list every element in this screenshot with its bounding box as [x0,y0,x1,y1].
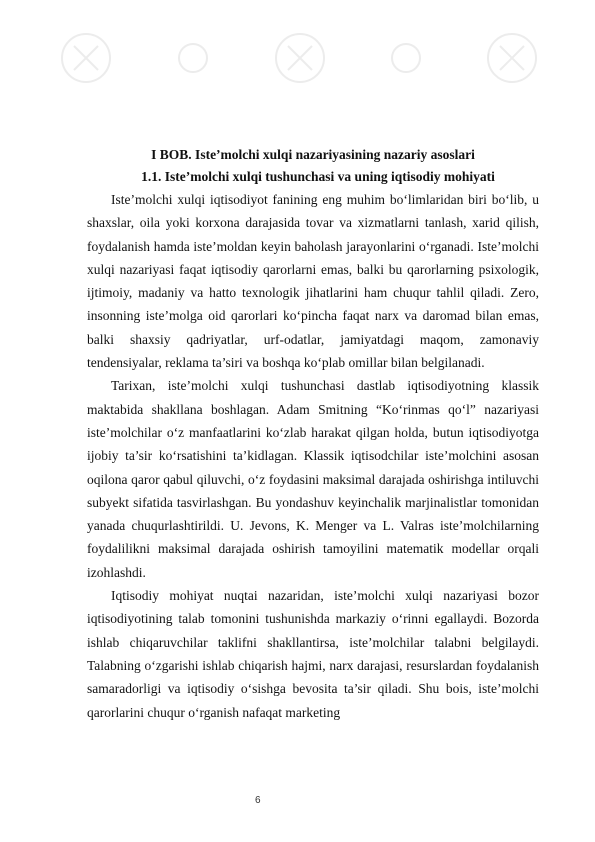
watermark-cross-icon [288,46,312,70]
section-title: 1.1. Iste’molchi xulqi tushunchasi va uning iqtisodiy mohiyati [141,169,495,184]
body-paragraph: Tarixan, iste’molchi xulqi tushunchasi dastlab iqtisodiyotning klassik maktabida shakllana boshlagan. Adam Smitning “Ko‘rinmas qo‘l” nazariyasi iste’molchilar o‘z manfaatlarini ko‘zlab harakat qilgan holda, butun iqtisodiyotga ijobiy ta’sir ko‘rsatishini ta’kidlagan. Klassik iqtisodchilar iste’molchini asosan oqilona qaror qabul qiluvchi, o‘z foydasini maksimal darajada oshirishga intiluvchi subyekt sifatida tasvirlashgan. Bu yondashuv keyinchalik marjinalistlar tomonidan yanada chuqurlashtirildi. U. Jevons, K. Menger va L. Valras iste’molchilarning foydalilikni maksimal darajada oshirish tamoyilini matematik modellar orqali izohlashdi. [87,378,539,580]
page-number: 6 [255,795,261,806]
chapter-title: I BOB. Iste’molchi xulqi nazariyasining nazariy asoslari [151,147,475,162]
watermark-circle-icon [62,34,110,82]
watermark-circle-icon [488,34,536,82]
body-paragraph: Iqtisodiy mohiyat nuqtai nazaridan, iste’molchi xulqi nazariyasi bozor iqtisodiyotining talab tomonini tushunishda markaziy o‘rinni egallaydi. Bozorda ishlab chiqaruvchilar taklifni shakllantirsa, iste’molchilar talabni belgilaydi. Talabning o‘zgarishi ishlab chiqarish hajmi, narx darajasi, resurslardan foydalanish samaradorligi va iqtisodiy o‘sishga bevosita ta’sir qiladi. Shu bois, iste’molchi qarorlarini chuqur o‘rganish nafaqat marketing [87,588,539,720]
watermark-cross-icon [74,46,98,70]
watermark-dot-icon [392,44,420,72]
watermark-circle-icon [276,34,324,82]
document-page [87,144,539,724]
body-paragraph: Iste’molchi xulqi iqtisodiyot fanining eng muhim bo‘limlaridan biri bo‘lib, u shaxslar, oila yoki korxona darajasida tovar va xizmatlarni tanlash, xarid qilish, foydalanish hamda iste’moldan keyin baholash jarayonlarini o‘rganadi. Iste’molchi xulqi nazariyasi faqat iqtisodiy qarorlarni emas, balki bu qarorlarning psixologik, ijtimoiy, madaniy va hatto texnologik jihatlarini ham chuqur tahlil qiladi. Zero, insonning iste’molga oid qarorlari ko‘pincha faqat narx va daromad bilan emas, balki shaxsiy qadriyatlar, urf-odatlar, jamiyatdagi maqom, zamonaviy tendensiyalar, reklama ta’siri va boshqa ko‘plab omillar bilan belgilanadi. [87,192,539,371]
watermark-cross-icon [500,46,524,70]
watermark-dot-icon [179,44,207,72]
